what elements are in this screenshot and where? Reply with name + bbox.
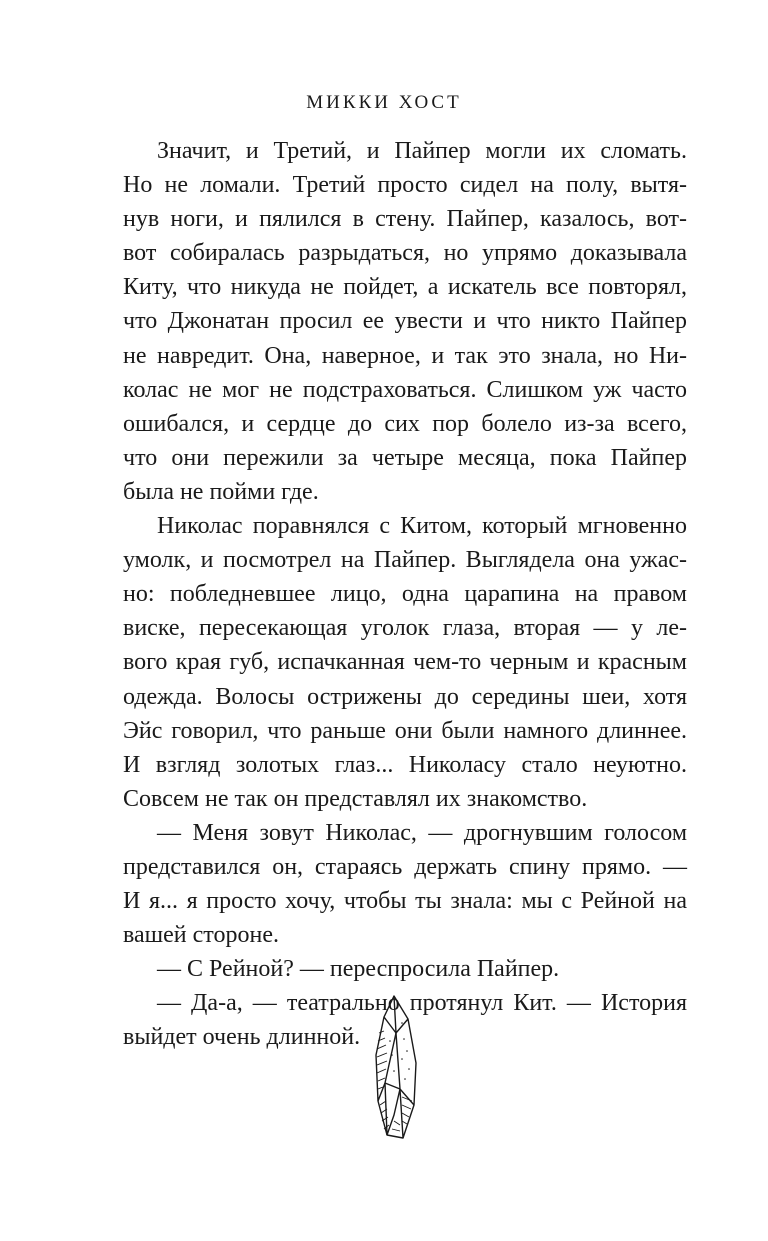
text-line: Совсем не так он представлял их знакомство.: [123, 785, 588, 812]
text-line: не навредит. Она, наверное, и так это знала, но Ни-: [123, 342, 687, 369]
text-line: — Да-а, — театрально протянул Кит. — История: [157, 990, 687, 1017]
text-line: одежда. Волосы острижены до середины шеи, хотя: [123, 683, 687, 710]
text-line: колас не мог не подстраховаться. Слишком уж часто: [123, 376, 687, 403]
text-line: виске, пересекающая уголок глаза, вторая — у ле-: [123, 615, 687, 642]
text-line: Значит, и Третий, и Пайпер могли их сломать.: [157, 138, 687, 164]
crystal-icon: [372, 993, 420, 1143]
body-text: [123, 134, 687, 1055]
text-line: ошибался, и сердце до сих пор болело из-за всего,: [123, 410, 687, 437]
text-line: но: побледневшее лицо, одна царапина на правом: [123, 581, 687, 608]
text-line: Эйс говорил, что раньше они были намного длиннее.: [123, 717, 687, 744]
paragraph: [123, 509, 687, 816]
paragraph: [123, 816, 687, 952]
text-line: представился он, стараясь держать спину прямо. —: [123, 853, 687, 880]
text-line: Николас поравнялся с Китом, который мгновенно: [157, 513, 687, 540]
text-line: И взгляд золотых глаз... Николасу стало неуютно.: [123, 751, 687, 778]
text-line: вот собиралась разрыдаться, но упрямо доказывала: [123, 240, 687, 267]
text-line: — С Рейной? — переспросила Пайпер.: [157, 956, 560, 983]
text-line: была не пойми где.: [123, 478, 319, 505]
paragraph: [123, 134, 687, 509]
running-title: МИККИ ХОСТ: [306, 92, 462, 113]
text-line: что Джонатан просил ее увести и что никто Пайпер: [123, 308, 687, 335]
text-line: — Меня зовут Николас, — дрогнувшим голосом: [157, 819, 687, 846]
text-line: Киту, что никуда не пойдет, а искатель все повторял,: [123, 274, 687, 301]
text-line: Но не ломали. Третий просто сидел на полу, вытя-: [123, 172, 687, 199]
text-line: нув ноги, и пялился в стену. Пайпер, казалось, вот-: [123, 206, 687, 233]
paragraph: [123, 952, 687, 986]
text-line: выйдет очень длинной.: [123, 1024, 361, 1051]
text-line: что они пережили за четыре месяца, пока Пайпер: [123, 444, 687, 471]
text-line: И я... я просто хочу, чтобы ты знала: мы с Рейной на: [123, 888, 687, 915]
text-line: умолк, и посмотрел на Пайпер. Выглядела она ужас-: [123, 547, 687, 574]
text-line: вашей стороне.: [123, 922, 279, 949]
text-line: вого края губ, испачканная чем-то черным и красным: [123, 649, 687, 676]
